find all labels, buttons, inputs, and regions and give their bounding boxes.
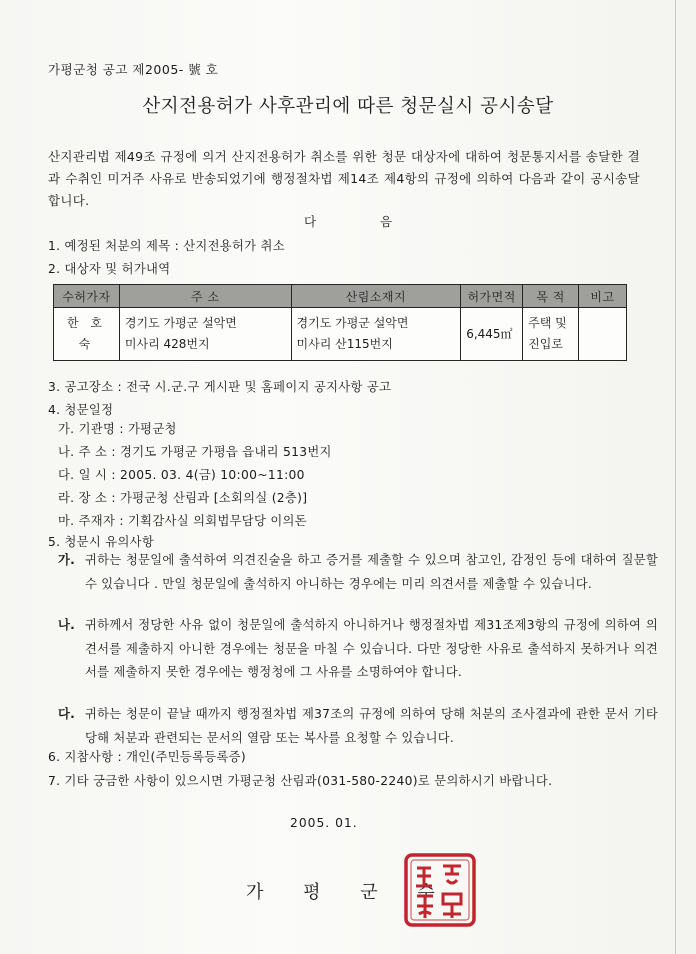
notice-number: 가평군청 공고 제2005- 號 호 bbox=[48, 62, 219, 77]
table-row bbox=[54, 308, 627, 361]
header-permit-area: 허가면적 bbox=[461, 285, 523, 308]
note-da-text: 귀하는 청문이 끝날 때까지 행정절차법 제37조의 규정에 의하여 당해 처분의 조사결과에 관한 문서 기타 당해 처분과 관련되는 문서의 열람 또는 복사를 요청할 수 있습니다. bbox=[85, 707, 658, 745]
schedule-agency: 가. 기관명 : 가평군청 bbox=[58, 422, 177, 436]
item-2-target-permit: 2. 대상자 및 허가내역 bbox=[48, 262, 171, 276]
scan-edge bbox=[675, 0, 676, 954]
official-seal-icon bbox=[403, 852, 477, 928]
note-ga-text: 귀하는 청문일에 출석하여 의견진술을 하고 증거를 제출할 수 있으며 참고인, 감정인 등에 대하여 질문할 수 있습니다 . 만일 청문일에 출석하지 아니하는 경우에는 미리 의견서를 제출할 수 있습니다. bbox=[85, 553, 658, 591]
cell-holder-name: 한 호 숙 bbox=[54, 308, 120, 361]
cell-forest-location bbox=[291, 308, 461, 361]
note-na-marker: 나. bbox=[58, 618, 76, 632]
header-forest-location: 산림소재지 bbox=[291, 285, 461, 308]
item-3-posting-place: 3. 공고장소 : 전국 시.군.구 게시판 및 홈페이지 공지사항 공고 bbox=[48, 380, 392, 394]
item-5-hearing-notes: 5. 청문시 유의사항 bbox=[48, 535, 155, 549]
item-6-items-to-bring: 6. 지참사항 : 개인(주민등록등록증) bbox=[48, 750, 246, 764]
header-purpose: 목 적 bbox=[523, 285, 579, 308]
cell-location-line-1: 경기도 가평군 설악면 bbox=[296, 316, 409, 330]
cell-area: 6,445㎡ bbox=[461, 308, 523, 361]
cell-purpose-line-1: 주택 및 bbox=[528, 316, 567, 330]
cell-address bbox=[119, 308, 291, 361]
schedule-place: 라. 장 소 : 가평군청 산림과 [소회의실 (2층)] bbox=[58, 491, 308, 505]
header-remark: 비고 bbox=[579, 285, 627, 308]
table-header-row bbox=[54, 285, 627, 308]
note-na-text: 귀하께서 정당한 사유 없이 청문일에 출석하지 아니하거나 행정절차법 제31조제3항의 규정에 의하여 의견서를 제출하지 아니한 경우에는 청문을 마칠 수 있습니다. 다만 정당한 사유로 출석하지 못하거나 의견서를 제출하지 못한 경우에는 행정청에 그 사유를 소명하여야 합니다. bbox=[85, 618, 658, 679]
schedule-address: 나. 주 소 : 경기도 가평군 가평읍 읍내리 513번지 bbox=[58, 445, 332, 459]
note-ga bbox=[58, 549, 658, 596]
note-da-marker: 다. bbox=[58, 707, 76, 721]
item-1-disposition-title: 1. 예정된 처분의 제목 : 산지전용허가 취소 bbox=[48, 239, 285, 253]
header-address: 주 소 bbox=[119, 285, 291, 308]
cell-address-line-1: 경기도 가평군 설악면 bbox=[124, 316, 237, 330]
cell-remark bbox=[579, 308, 627, 361]
cell-location-line-2: 미사리 산115번지 bbox=[296, 337, 393, 351]
cell-purpose bbox=[523, 308, 579, 361]
note-na bbox=[58, 614, 658, 685]
schedule-presider: 마. 주재자 : 기획감사실 의회법무담당 이의돈 bbox=[58, 514, 307, 528]
schedule-datetime: 다. 일 시 : 2005. 03. 4(금) 10:00~11:00 bbox=[58, 468, 305, 482]
header-permit-holder: 수허가자 bbox=[54, 285, 120, 308]
permit-table bbox=[53, 284, 627, 361]
document-title: 산지전용허가 사후관리에 따른 청문실시 공시송달 bbox=[142, 96, 554, 117]
issuer-name: 가 평 군 수 bbox=[246, 882, 435, 903]
cell-purpose-line-2: 진입로 bbox=[528, 337, 563, 351]
item-7-contact: 7. 기타 궁금한 사항이 있으시면 가평군청 산림과(031-580-2240)로 문의하시기 바랍니다. bbox=[48, 774, 553, 788]
da-eum-heading: 다 음 bbox=[303, 214, 393, 229]
intro-paragraph: 산지관리법 제49조 규정에 의거 산지전용허가 취소를 위한 청문 대상자에 대하여 청문통지서를 송달한 결과 수취인 미거주 사유로 반송되었기에 행정절차법 제14조 제4항의 규정에 의하여 다음과 같이 공시송달 합니다. bbox=[48, 149, 640, 208]
document-date: 2005. 01. bbox=[290, 816, 358, 830]
note-da bbox=[58, 703, 658, 750]
note-ga-marker: 가. bbox=[58, 553, 76, 567]
item-4-hearing-schedule: 4. 청문일정 bbox=[48, 403, 114, 417]
cell-address-line-2: 미사리 428번지 bbox=[124, 337, 210, 351]
